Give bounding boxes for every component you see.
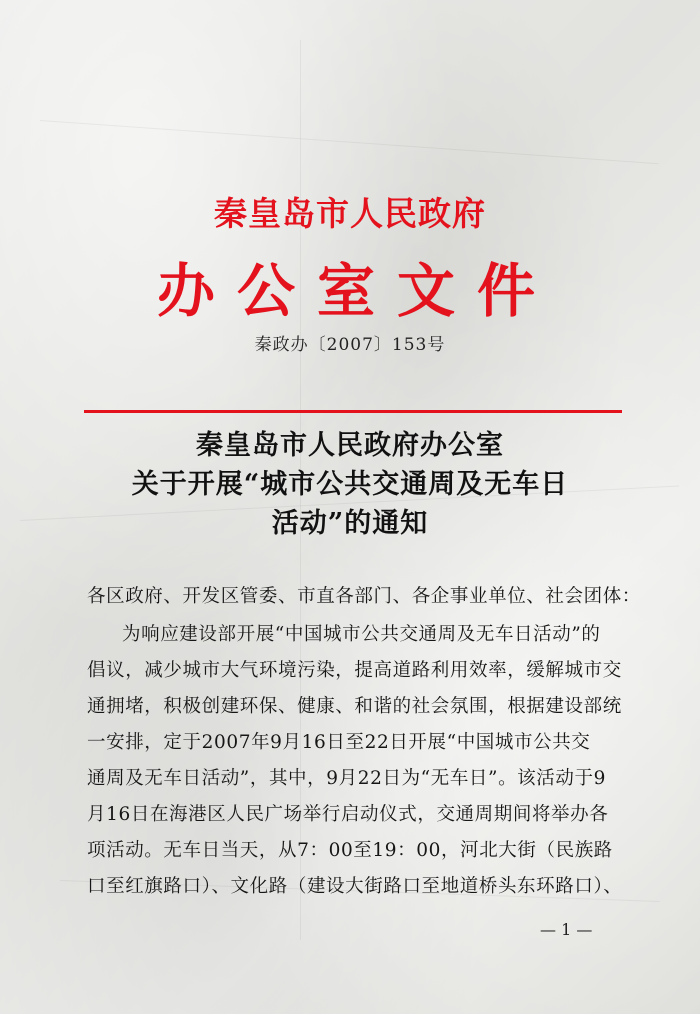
red-divider-line bbox=[84, 410, 622, 413]
paper-crease bbox=[40, 120, 659, 164]
document-number: 秦政办〔2007〕153号 bbox=[254, 335, 446, 355]
body-text-line: 通周及无车日活动”，其中，9月22日为“无车日”。该活动于9 bbox=[87, 768, 606, 789]
notice-title-line-1: 秦皇岛市人民政府办公室 bbox=[196, 430, 504, 461]
issuer-heading: 秦皇岛市人民政府 bbox=[214, 194, 486, 233]
body-text-line: 通拥堵，积极创建环保、健康、和谐的社会氛围，根据建设部统 bbox=[87, 696, 622, 717]
notice-title-line-3: 活动”的通知 bbox=[271, 508, 429, 539]
notice-title-line-2: 关于开展“城市公共交通周及无车日 bbox=[131, 469, 569, 500]
addressee-line: 各区政府、开发区管委、市直各部门、各企事业单位、社会团体： bbox=[87, 586, 641, 607]
body-text-line: 项活动。无车日当天，从7：00至19：00，河北大街（民族路 bbox=[87, 840, 613, 861]
body-text-line: 一安排，定于2007年9月16日至22日开展“中国城市公共交 bbox=[87, 732, 591, 753]
body-text-line: 为响应建设部开展“中国城市公共交通周及无车日活动”的 bbox=[122, 624, 601, 645]
document-type-heading: 办公室文件 bbox=[156, 257, 557, 325]
body-text-line: 倡议，减少城市大气环境污染，提高道路利用效率，缓解城市交 bbox=[87, 660, 622, 681]
body-text-line: 口至红旗路口）、文化路（建设大街路口至地道桥头东环路口）、 bbox=[87, 876, 623, 897]
body-text-line: 月16日在海港区人民广场举行启动仪式，交通周期间将举办各 bbox=[87, 804, 609, 825]
page-number: — 1 — bbox=[540, 920, 593, 939]
